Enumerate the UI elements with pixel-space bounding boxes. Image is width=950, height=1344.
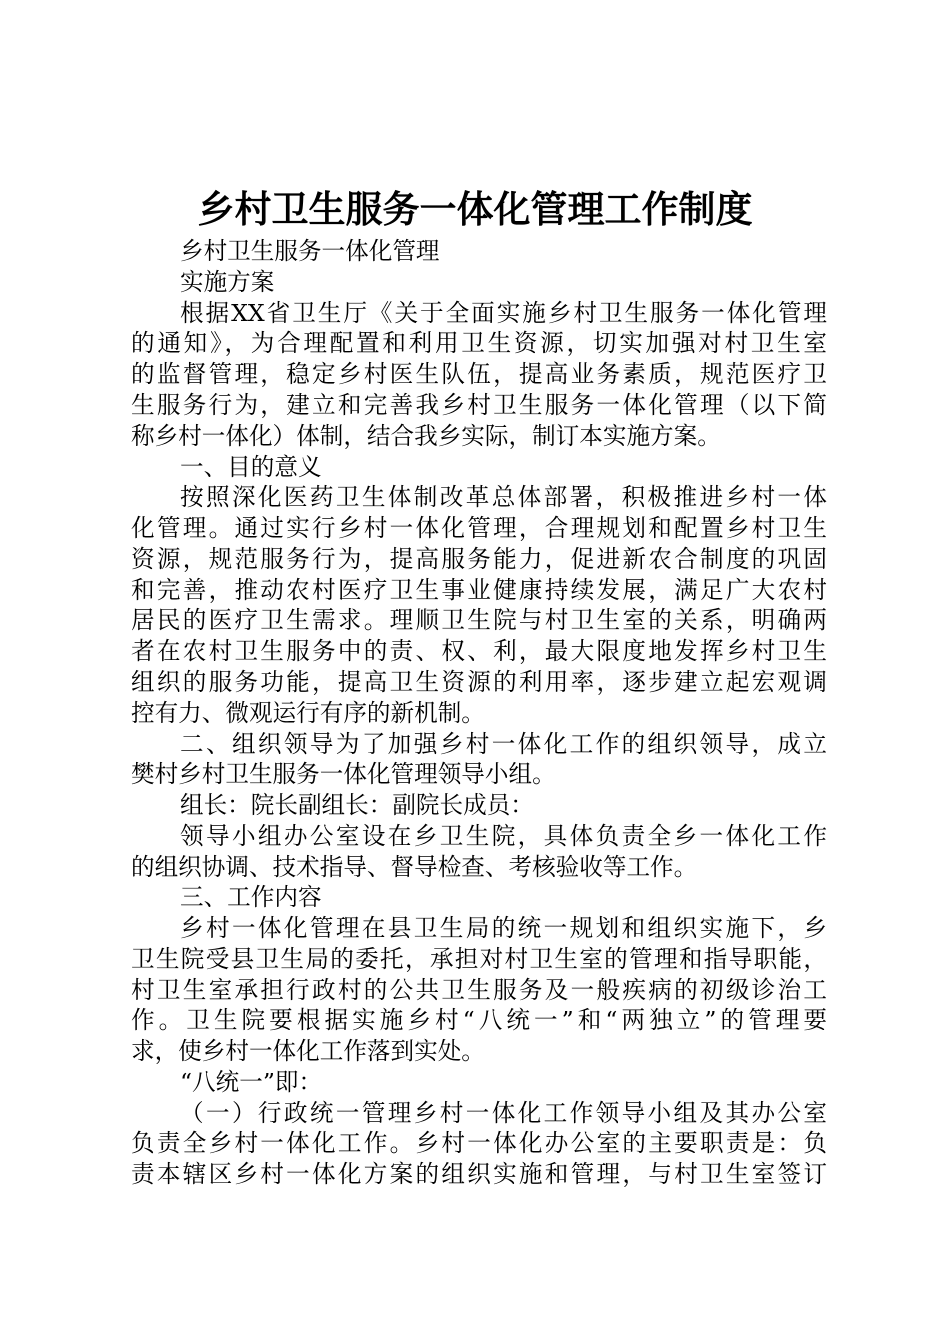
body-line: 生服务行为，建立和完善我乡村卫生服务一体化管理（以下简 — [131, 391, 827, 419]
subtitle-line: 实施方案 — [180, 268, 275, 296]
body-line: 称乡村一体化）体制，结合我乡实际，制订本实施方案。 — [131, 422, 721, 450]
body-line: 的监督管理，稳定乡村医生队伍，提高业务素质，规范医疗卫 — [131, 360, 827, 388]
body-line: 领导小组办公室设在乡卫生院，具体负责全乡一体化工作 — [180, 822, 827, 850]
body-line: 资源，规范服务行为，提高服务能力，促进新农合制度的巩固 — [131, 545, 827, 573]
body-line: 按照深化医药卫生体制改革总体部署，积极推进乡村一体 — [180, 483, 827, 511]
body-line: 居民的医疗卫生需求。理顺卫生院与村卫生室的关系，明确两 — [131, 606, 827, 634]
body-line: 村卫生室承担行政村的公共卫生服务及一般疾病的初级诊治工 — [131, 976, 827, 1004]
body-line: 的组织协调、技术指导、督导检查、考核验收等工作。 — [131, 853, 698, 881]
subtitle-line: 乡村卫生服务一体化管理 — [180, 237, 440, 265]
body-line: 负责全乡村一体化工作。乡村一体化办公室的主要职责是：负 — [131, 1129, 827, 1157]
body-line: 的通知》，为合理配置和利用卫生资源，切实加强对村卫生室 — [131, 329, 827, 357]
body-line: 责本辖区乡村一体化方案的组织实施和管理，与村卫生室签订 — [131, 1160, 827, 1188]
body-line: （一）行政统一管理乡村一体化工作领导小组及其办公室 — [180, 1099, 827, 1127]
body-line: 樊村乡村卫生服务一体化管理领导小组。 — [131, 760, 556, 788]
body-line: 组长：院长副组长：副院长成员： — [180, 791, 534, 819]
body-line: 者在农村卫生服务中的责、权、利，最大限度地发挥乡村卫生 — [131, 637, 827, 665]
body-line: “八统一”即： — [180, 1068, 323, 1096]
body-line: 作。卫生院要根据实施乡村“八统一”和“两独立”的管理要 — [131, 1006, 827, 1034]
body-line: 控有力、微观运行有序的新机制。 — [131, 699, 485, 727]
body-line: 求，使乡村一体化工作落到实处。 — [131, 1037, 485, 1065]
document-title: 乡村卫生服务一体化管理工作制度 — [197, 187, 753, 231]
section-heading: 二、组织领导为了加强乡村一体化工作的组织领导，成立 — [180, 730, 827, 758]
body-line: 化管理。通过实行乡村一体化管理，合理规划和配置乡村卫生 — [131, 514, 827, 542]
body-line: 卫生院受县卫生局的委托，承担对村卫生室的管理和指导职能， — [131, 945, 827, 973]
body-line: 乡村一体化管理在县卫生局的统一规划和组织实施下，乡 — [180, 914, 827, 942]
section-heading: 一、目的意义 — [180, 453, 322, 481]
body-line: 和完善，推动农村医疗卫生事业健康持续发展，满足广大农村 — [131, 576, 827, 604]
body-line: 组织的服务功能，提高卫生资源的利用率，逐步建立起宏观调 — [131, 668, 827, 696]
body-line: 根据XX省卫生厅《关于全面实施乡村卫生服务一体化管理 — [180, 299, 827, 327]
section-heading: 三、工作内容 — [180, 883, 322, 911]
